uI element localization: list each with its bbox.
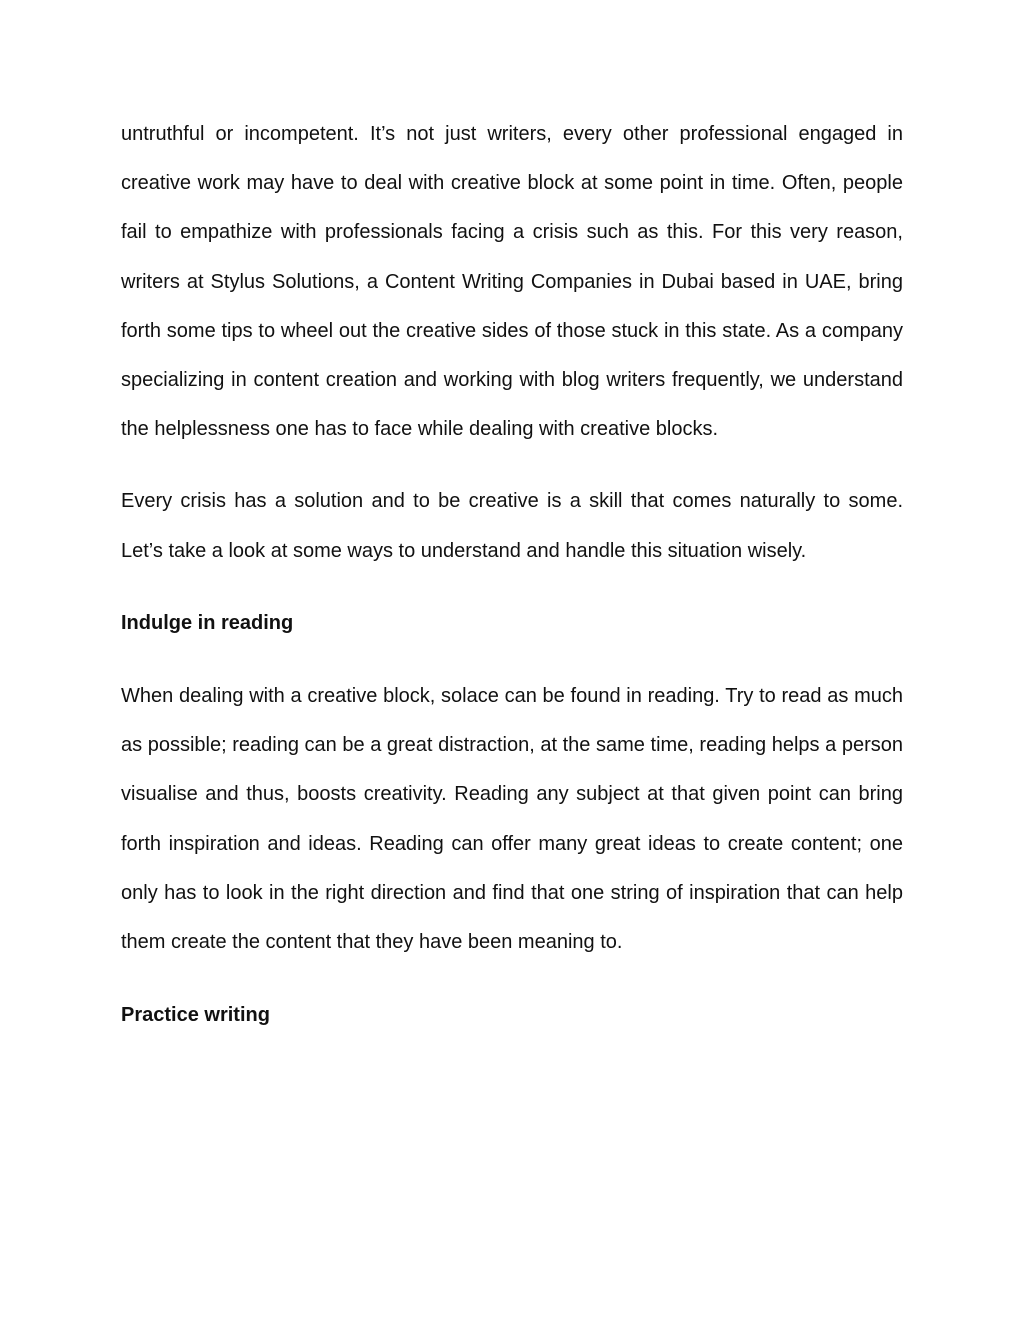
document-body [121,110,903,1040]
heading-indulge-in-reading: Indulge in reading [121,611,294,634]
paragraph-creative-block-intro: untruthful or incompetent. It’s not just writers, every other professional engaged in creative work may have to deal with creative block at some point in time. Often, people fail to empathize with professionals facing a crisis such as this. For this very reason, writers at Stylus Solutions, a Content Writing Companies in Dubai based in UAE, bring forth some tips to wheel out the creative sides of those stuck in this state. As a company specializing in content creation and working with blog writers frequently, we understand the helplessness one has to face while dealing with creative blocks. [121,123,903,441]
paragraph-reading: When dealing with a creative block, solace can be found in reading. Try to read as much as possible; reading can be a great distraction, at the same time, reading helps a person visualise and thus, boosts creativity. Reading any subject at that given point can bring forth inspiration and ideas. Reading can offer many great ideas to create content; one only has to look in the right direction and find that one string of inspiration that can help them create the content that they have been meaning to. [121,685,903,954]
heading-practice-writing: Practice writing [121,1004,270,1027]
paragraph-every-crisis: Every crisis has a solution and to be creative is a skill that comes naturally to some. Let’s take a look at some ways to understand and handle this situation wisely. [121,490,903,562]
